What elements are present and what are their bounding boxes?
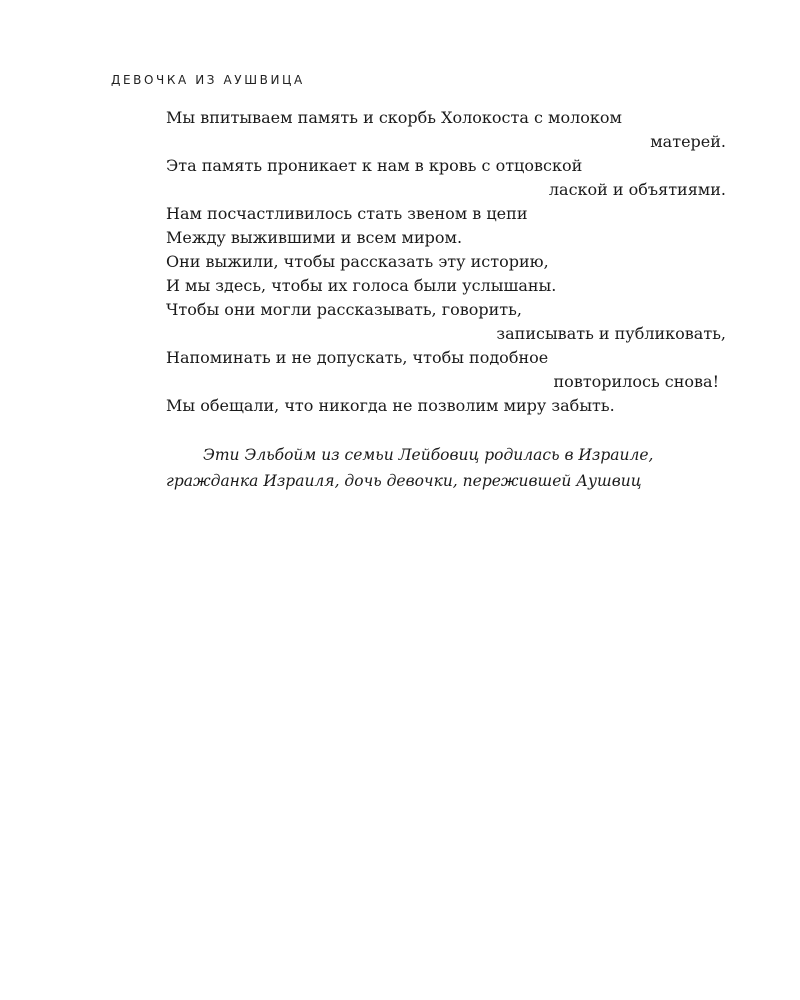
poem-line: Напоминать и не допускать, чтобы подобное	[166, 348, 549, 367]
poem-line: Они выжили, чтобы рассказать эту историю,	[166, 252, 549, 271]
poem	[166, 106, 726, 418]
running-head: ДЕВОЧКА ИЗ АУШВИЦА	[111, 73, 305, 87]
poem-line-continuation: записывать и публиковать,	[496, 324, 726, 343]
signature-line: Эти Эльбойм из семьи Лейбовиц родилась в Израиле,	[203, 446, 654, 464]
author-signature	[166, 442, 726, 494]
poem-line: Нам посчастливилось стать звеном в цепи	[166, 204, 528, 223]
poem-line: И мы здесь, чтобы их голоса были услышаны.	[166, 276, 557, 295]
signature-line: гражданка Израиля, дочь девочки, пережившей Аушвиц	[166, 472, 642, 490]
poem-line: Чтобы они могли рассказывать, говорить,	[166, 300, 522, 319]
poem-line-continuation: повторилось снова!	[553, 372, 719, 391]
poem-line: Мы обещали, что никогда не позволим миру забыть.	[166, 396, 615, 415]
poem-line: Между выжившими и всем миром.	[166, 228, 463, 247]
poem-line-continuation: матерей.	[650, 132, 726, 151]
poem-line: Мы впитываем память и скорбь Холокоста с молоком	[166, 108, 622, 127]
poem-line-continuation: лаской и объятиями.	[548, 180, 726, 199]
poem-line: Эта память проникает к нам в кровь с отцовской	[166, 156, 583, 175]
